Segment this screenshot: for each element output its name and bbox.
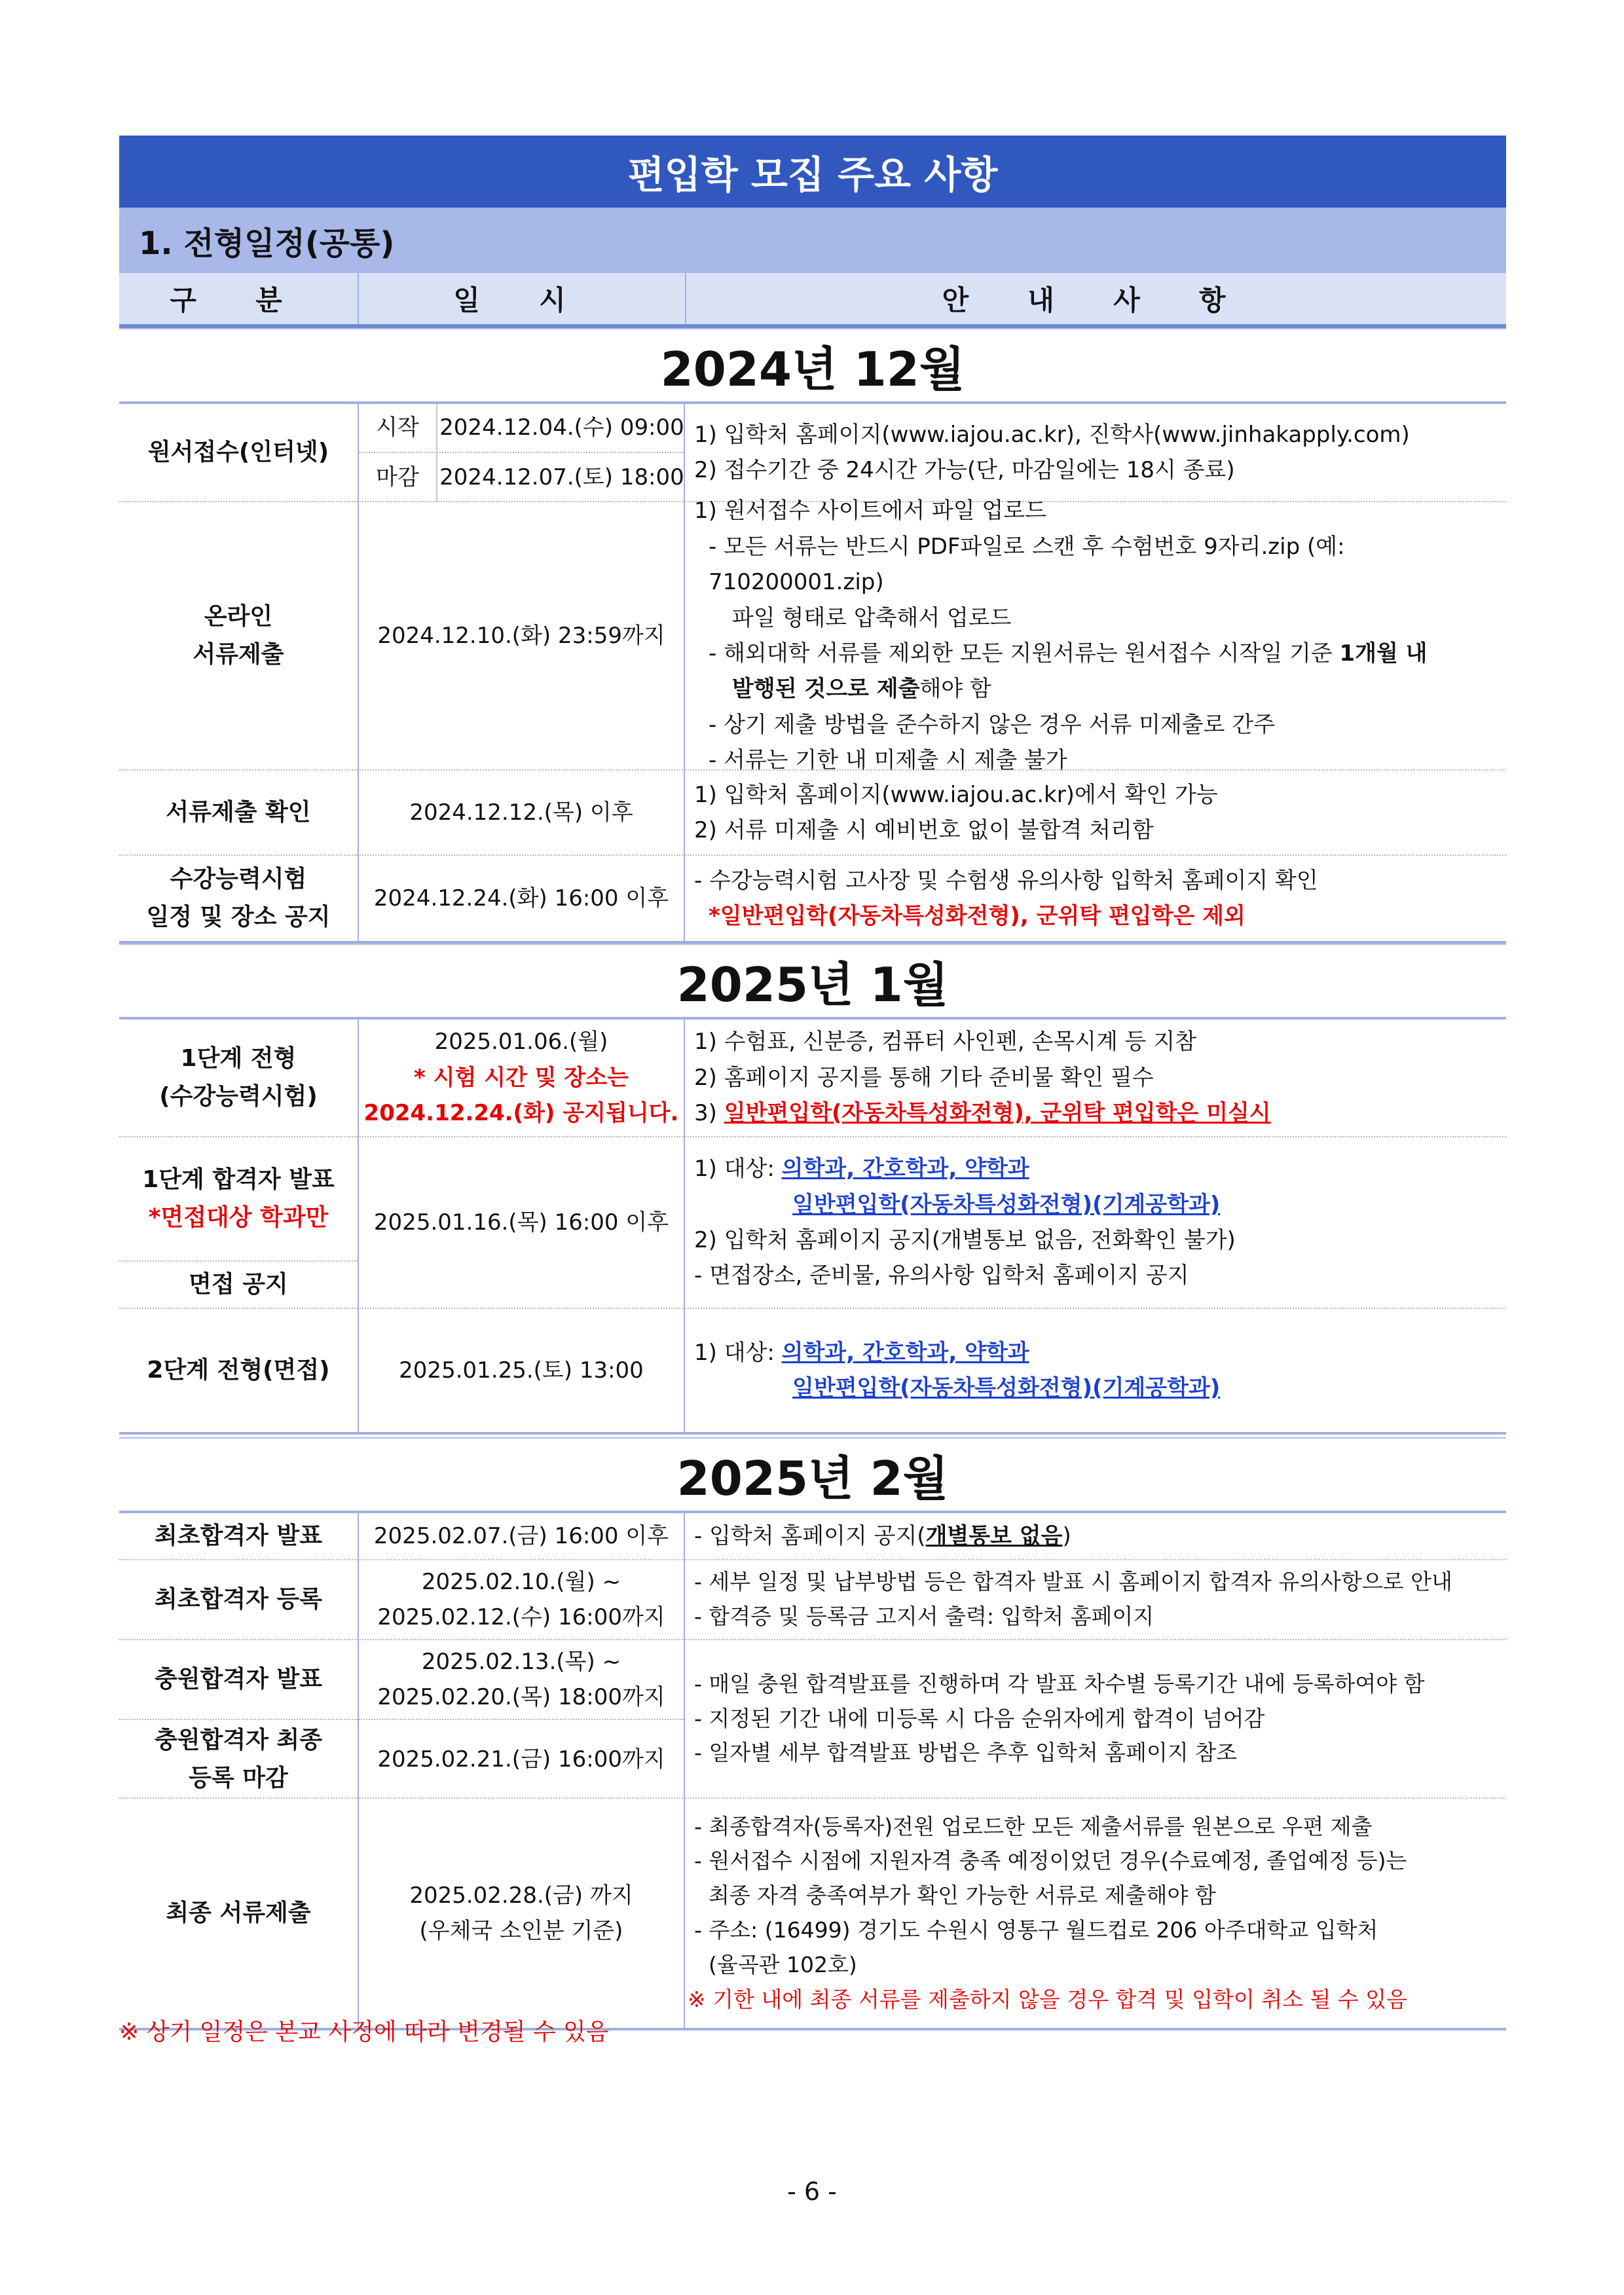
page-title: 편입학 모집 주요 사항 bbox=[119, 136, 1506, 208]
row-label-doc-check: 서류제출 확인 bbox=[119, 771, 358, 856]
row-info-doc-check bbox=[685, 771, 1506, 856]
info-line: (율곡관 102호) bbox=[709, 1951, 857, 1977]
month-block-feb-2025 bbox=[119, 1513, 1506, 2030]
row-date-stage2: 2025.01.25.(토) 13:00 bbox=[358, 1309, 685, 1432]
info-line: - 모든 서류는 반드시 PDF파일로 스캔 후 수험번호 9자리.zip (예: 710200001.zip) bbox=[709, 533, 1345, 596]
header-info: 안 내 사 항 bbox=[685, 273, 1506, 324]
info-line: - 서류는 기한 내 미제출 시 제출 불가 bbox=[709, 747, 1067, 774]
info-line: - 지정된 기간 내에 미등록 시 다음 순위자에게 합격이 넘어감 bbox=[694, 1705, 1265, 1731]
row-date-final-docs bbox=[358, 1799, 685, 2028]
row-info-first-result bbox=[685, 1513, 1506, 1560]
row-label-final-docs: 최종 서류제출 bbox=[166, 1900, 311, 1927]
info-line: - 수강능력시험 고사장 및 수험생 유의사항 입학처 홈페이지 확인 bbox=[694, 867, 1318, 894]
row-info-additional bbox=[685, 1640, 1506, 1799]
page-number: - 6 - bbox=[787, 2177, 837, 2206]
row-date-first-register bbox=[358, 1560, 685, 1640]
date-line: 2025.01.06.(월) bbox=[434, 1029, 608, 1056]
start-label: 시작 bbox=[359, 404, 437, 452]
month-block-jan-2025 bbox=[119, 1019, 1506, 1435]
row-date-doc-check: 2024.12.12.(목) 이후 bbox=[358, 771, 685, 856]
row-label-first-result: 최초합격자 발표 bbox=[119, 1513, 358, 1560]
section-title: 1. 전형일정(공통) bbox=[119, 208, 1506, 273]
header-category: 구 분 bbox=[170, 284, 307, 316]
schedule-table bbox=[119, 136, 1506, 2030]
info-line: - 주소: (16499) 경기도 수원시 영통구 월드컵로 206 아주대학교 입학처 bbox=[694, 1917, 1378, 1943]
info-line: - 상기 제출 방법을 준수하지 않은 경우 서류 미제출로 간주 bbox=[709, 711, 1275, 738]
info-line: 2) 홈페이지 공지를 통해 기타 준비물 확인 필수 bbox=[694, 1064, 1154, 1091]
date-line: 2025.02.12.(수) 16:00까지 bbox=[377, 1604, 665, 1630]
info-line: - 원서접수 시점에 지원자격 충족 예정이었던 경우(수료예정, 졸업예정 등)는 bbox=[694, 1848, 1407, 1874]
end-date: 2024.12.07.(토) 18:00 bbox=[439, 464, 684, 491]
label-additional-result: 충원합격자 발표 bbox=[119, 1640, 358, 1720]
date-line: 2025.02.13.(목) ~ bbox=[421, 1648, 621, 1675]
month-heading-feb-2025: 2025년 2월 bbox=[119, 1437, 1506, 1513]
info-line: 1) 원서접수 사이트에서 파일 업로드 bbox=[694, 498, 1046, 524]
info-line: - 입학처 홈페이지 공지(개별통보 없음) bbox=[694, 1522, 1071, 1549]
info-line: - 해외대학 서류를 제외한 모든 지원서류는 원서접수 시작일 기준 1개월 내 bbox=[709, 640, 1428, 667]
info-line: 1) 입학처 홈페이지(www.iajou.ac.kr)에서 확인 가능 bbox=[694, 781, 1218, 808]
row-label-stage2: 2단계 전형(면접) bbox=[147, 1357, 330, 1384]
row-label-stage1-result bbox=[119, 1137, 358, 1309]
label-line: 충원합격자 최종 bbox=[155, 1727, 322, 1754]
date-line: 2025.02.20.(목) 18:00까지 bbox=[377, 1684, 665, 1710]
label-line: 1단계 합격자 발표 bbox=[142, 1166, 335, 1194]
info-line: - 최종합격자(등록자)전원 업로드한 모든 제출서류를 원본으로 우편 제출 bbox=[694, 1813, 1373, 1839]
row-label-test-notice bbox=[119, 856, 358, 941]
info-line: 1) 대상: 의학과, 간호학과, 약학과 bbox=[694, 1156, 1029, 1183]
info-line: ※ 기한 내에 최종 서류를 제출하지 않을 경우 합격 및 입학이 취소 될 수 있음 bbox=[688, 1986, 1407, 2012]
row-info-stage1-result bbox=[685, 1137, 1506, 1309]
label-line: 일정 및 장소 공지 bbox=[146, 904, 331, 930]
month-heading-jan-2025: 2025년 1월 bbox=[119, 944, 1506, 1019]
info-line: 일반편입학(자동차특성화전형)(기계공학과) bbox=[792, 1375, 1221, 1401]
row-info-final-docs bbox=[685, 1799, 1506, 2028]
row-label-application: 원서접수(인터넷) bbox=[119, 404, 358, 502]
row-label-stage1 bbox=[119, 1019, 358, 1137]
month-block-dec-2024 bbox=[119, 404, 1506, 944]
table-header bbox=[119, 273, 1506, 328]
info-line: - 매일 충원 합격발표를 진행하며 각 발표 차수별 등록기간 내에 등록하여야 함 bbox=[694, 1670, 1425, 1697]
info-line: - 합격증 및 등록금 고지서 출력: 입학처 홈페이지 bbox=[694, 1604, 1154, 1629]
row-label-additional bbox=[119, 1640, 358, 1799]
info-line: 파일 형태로 압축해서 업로드 bbox=[732, 604, 1012, 631]
info-line: 일반편입학(자동차특성화전형)(기계공학과) bbox=[792, 1191, 1221, 1218]
row-date-online-docs: 2024.12.10.(화) 23:59까지 bbox=[358, 502, 685, 771]
date-line: 2025.02.28.(금) 까지 bbox=[409, 1882, 633, 1909]
date-line: * 시험 시간 및 장소는 bbox=[414, 1064, 629, 1091]
month-heading-dec-2024: 2024년 12월 bbox=[119, 328, 1506, 404]
date-line: 2025.02.10.(월) ~ bbox=[421, 1568, 621, 1595]
info-line: 최종 자격 충족여부가 확인 가능한 서류로 제출해야 함 bbox=[709, 1882, 1216, 1909]
header-date: 일 시 bbox=[358, 273, 685, 324]
info-line: - 면접장소, 준비물, 유의사항 입학처 홈페이지 공지 bbox=[694, 1262, 1189, 1289]
info-line: - 일자별 세부 합격발표 방법은 추후 입학처 홈페이지 참조 bbox=[694, 1740, 1238, 1766]
row-date-stage1-result: 2025.01.16.(목) 16:00 이후 bbox=[358, 1137, 685, 1309]
label-line: (수강능력시험) bbox=[159, 1083, 318, 1110]
info-line: 1) 입학처 홈페이지(www.iajou.ac.kr), 진학사(www.jinhakapply.com) bbox=[694, 421, 1410, 448]
end-label: 마감 bbox=[359, 453, 437, 502]
footnote: ※ 상기 일정은 본교 사정에 따라 변경될 수 있음 bbox=[119, 2019, 609, 2046]
row-date-additional bbox=[358, 1640, 685, 1799]
info-line: 1) 수험표, 신분증, 컴퓨터 사인펜, 손목시계 등 지참 bbox=[694, 1029, 1197, 1056]
info-line: 2) 접수기간 중 24시간 가능(단, 마감일에는 18시 종료) bbox=[694, 457, 1235, 483]
date-line: 2024.12.24.(화) 공지됩니다. bbox=[363, 1100, 679, 1127]
label-line: *면접대상 학과만 bbox=[148, 1204, 329, 1231]
info-line: 발행된 것으로 제출해야 함 bbox=[732, 676, 991, 703]
row-date-test-notice: 2024.12.24.(화) 16:00 이후 bbox=[358, 856, 685, 941]
label-line: 등록 마감 bbox=[189, 1765, 288, 1791]
label-line: 서류제출 bbox=[193, 641, 284, 668]
row-info-application bbox=[685, 404, 1506, 502]
label-line: 수강능력시험 bbox=[170, 866, 307, 893]
date-line: 2025.02.21.(금) 16:00까지 bbox=[377, 1746, 665, 1772]
date-line: (우체국 소인분 기준) bbox=[419, 1918, 623, 1944]
row-date-first-result: 2025.02.07.(금) 16:00 이후 bbox=[358, 1513, 685, 1560]
row-info-first-register bbox=[685, 1560, 1506, 1640]
start-date: 2024.12.04.(수) 09:00 bbox=[439, 414, 684, 441]
label-interview-notice: 면접 공지 bbox=[189, 1271, 288, 1298]
row-date-stage1 bbox=[358, 1019, 685, 1137]
row-info-stage2 bbox=[685, 1309, 1506, 1432]
row-info-online-docs bbox=[685, 498, 1506, 774]
info-line: 1) 대상: 의학과, 간호학과, 약학과 bbox=[694, 1339, 1029, 1366]
info-line: *일반편입학(자동차특성화전형), 군위탁 편입학은 제외 bbox=[709, 903, 1246, 929]
row-label-first-register: 최초합격자 등록 bbox=[119, 1560, 358, 1640]
info-line: 2) 서류 미제출 시 예비번호 없이 불합격 처리함 bbox=[694, 817, 1154, 843]
row-date-application bbox=[358, 404, 685, 502]
row-label-online-docs bbox=[119, 502, 358, 771]
info-line: 2) 입학처 홈페이지 공지(개별통보 없음, 전화확인 불가) bbox=[694, 1227, 1236, 1253]
row-info-test-notice bbox=[685, 856, 1506, 941]
label-line: 온라인 bbox=[204, 603, 273, 631]
label-line: 1단계 전형 bbox=[180, 1045, 297, 1073]
info-line: 3) 일반편입학(자동차특성화전형), 군위탁 편입학은 미실시 bbox=[694, 1100, 1271, 1127]
info-line: - 세부 일정 및 납부방법 등은 합격자 발표 시 홈페이지 합격자 유의사항으로 안내 bbox=[694, 1569, 1452, 1595]
row-info-stage1 bbox=[685, 1019, 1506, 1137]
